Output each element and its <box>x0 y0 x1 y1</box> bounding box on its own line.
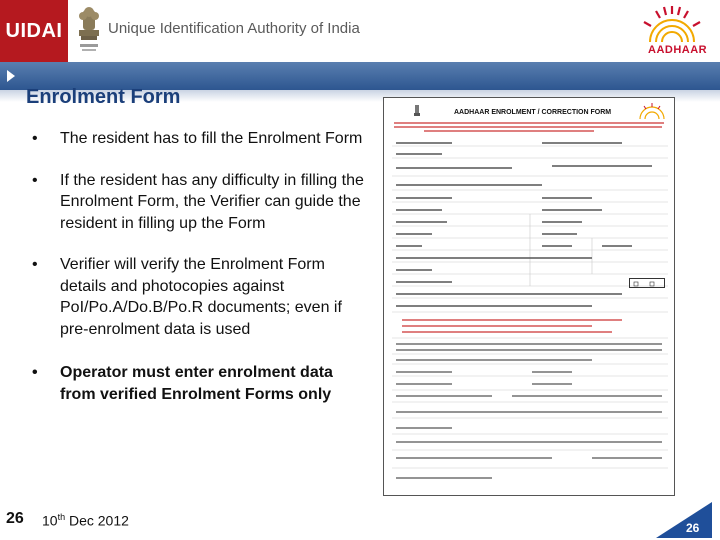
form-emblem-icon <box>412 103 422 119</box>
slide-date <box>42 512 129 529</box>
bullet-text: Verifier will verify the Enrolment Form details and photocopies against PoI/Po.A/Do.B/Po.R documents; even if pre-enrolment data is used <box>60 256 342 338</box>
form-title: AADHAAR ENROLMENT / CORRECTION FORM <box>454 109 612 116</box>
bullet-item <box>30 362 365 405</box>
bullet-text: The resident has to fill the Enrolment Form <box>60 130 363 147</box>
bullet-dot-icon: • <box>32 171 38 189</box>
form-checkbox-icon <box>632 281 662 287</box>
uidai-logo-text: UIDAI <box>5 19 63 42</box>
org-name: Unique Identification Authority of India <box>108 20 360 37</box>
date-rest: Dec 2012 <box>65 512 129 529</box>
form-note-lines <box>394 121 666 135</box>
chevron-right-icon <box>4 68 18 84</box>
national-emblem-icon <box>74 4 104 56</box>
bullet-item <box>30 254 365 340</box>
enrolment-form-image <box>383 97 675 496</box>
form-aadhaar-logo-icon <box>634 101 670 123</box>
uidai-logo <box>0 0 68 62</box>
bullet-item <box>30 128 365 150</box>
page-title: Enrolment Form <box>26 86 181 108</box>
aadhaar-brand-text: AADHAAR <box>648 44 708 56</box>
form-body-lines <box>392 138 670 488</box>
form-checkbox-group <box>629 278 665 288</box>
bullet-dot-icon: • <box>32 256 38 273</box>
bullet-dot-icon: • <box>32 364 38 381</box>
corner-page-number: 26 <box>686 521 700 535</box>
header <box>0 0 720 62</box>
bullet-list <box>30 128 365 405</box>
slide-number: 26 <box>6 510 24 527</box>
bullet-text: If the resident has any difficulty in filling the Enrolment Form, the Verifier can guide the resident in filling up the Form <box>60 171 364 232</box>
corner-triangle <box>656 502 712 538</box>
bullet-item <box>30 170 365 235</box>
bullet-dot-icon: • <box>32 130 38 147</box>
bullet-text: Operator must enter enrolment data from verified Enrolment Forms only <box>60 364 333 403</box>
date-suffix: th <box>57 512 66 522</box>
date-day: 10 <box>42 512 58 529</box>
